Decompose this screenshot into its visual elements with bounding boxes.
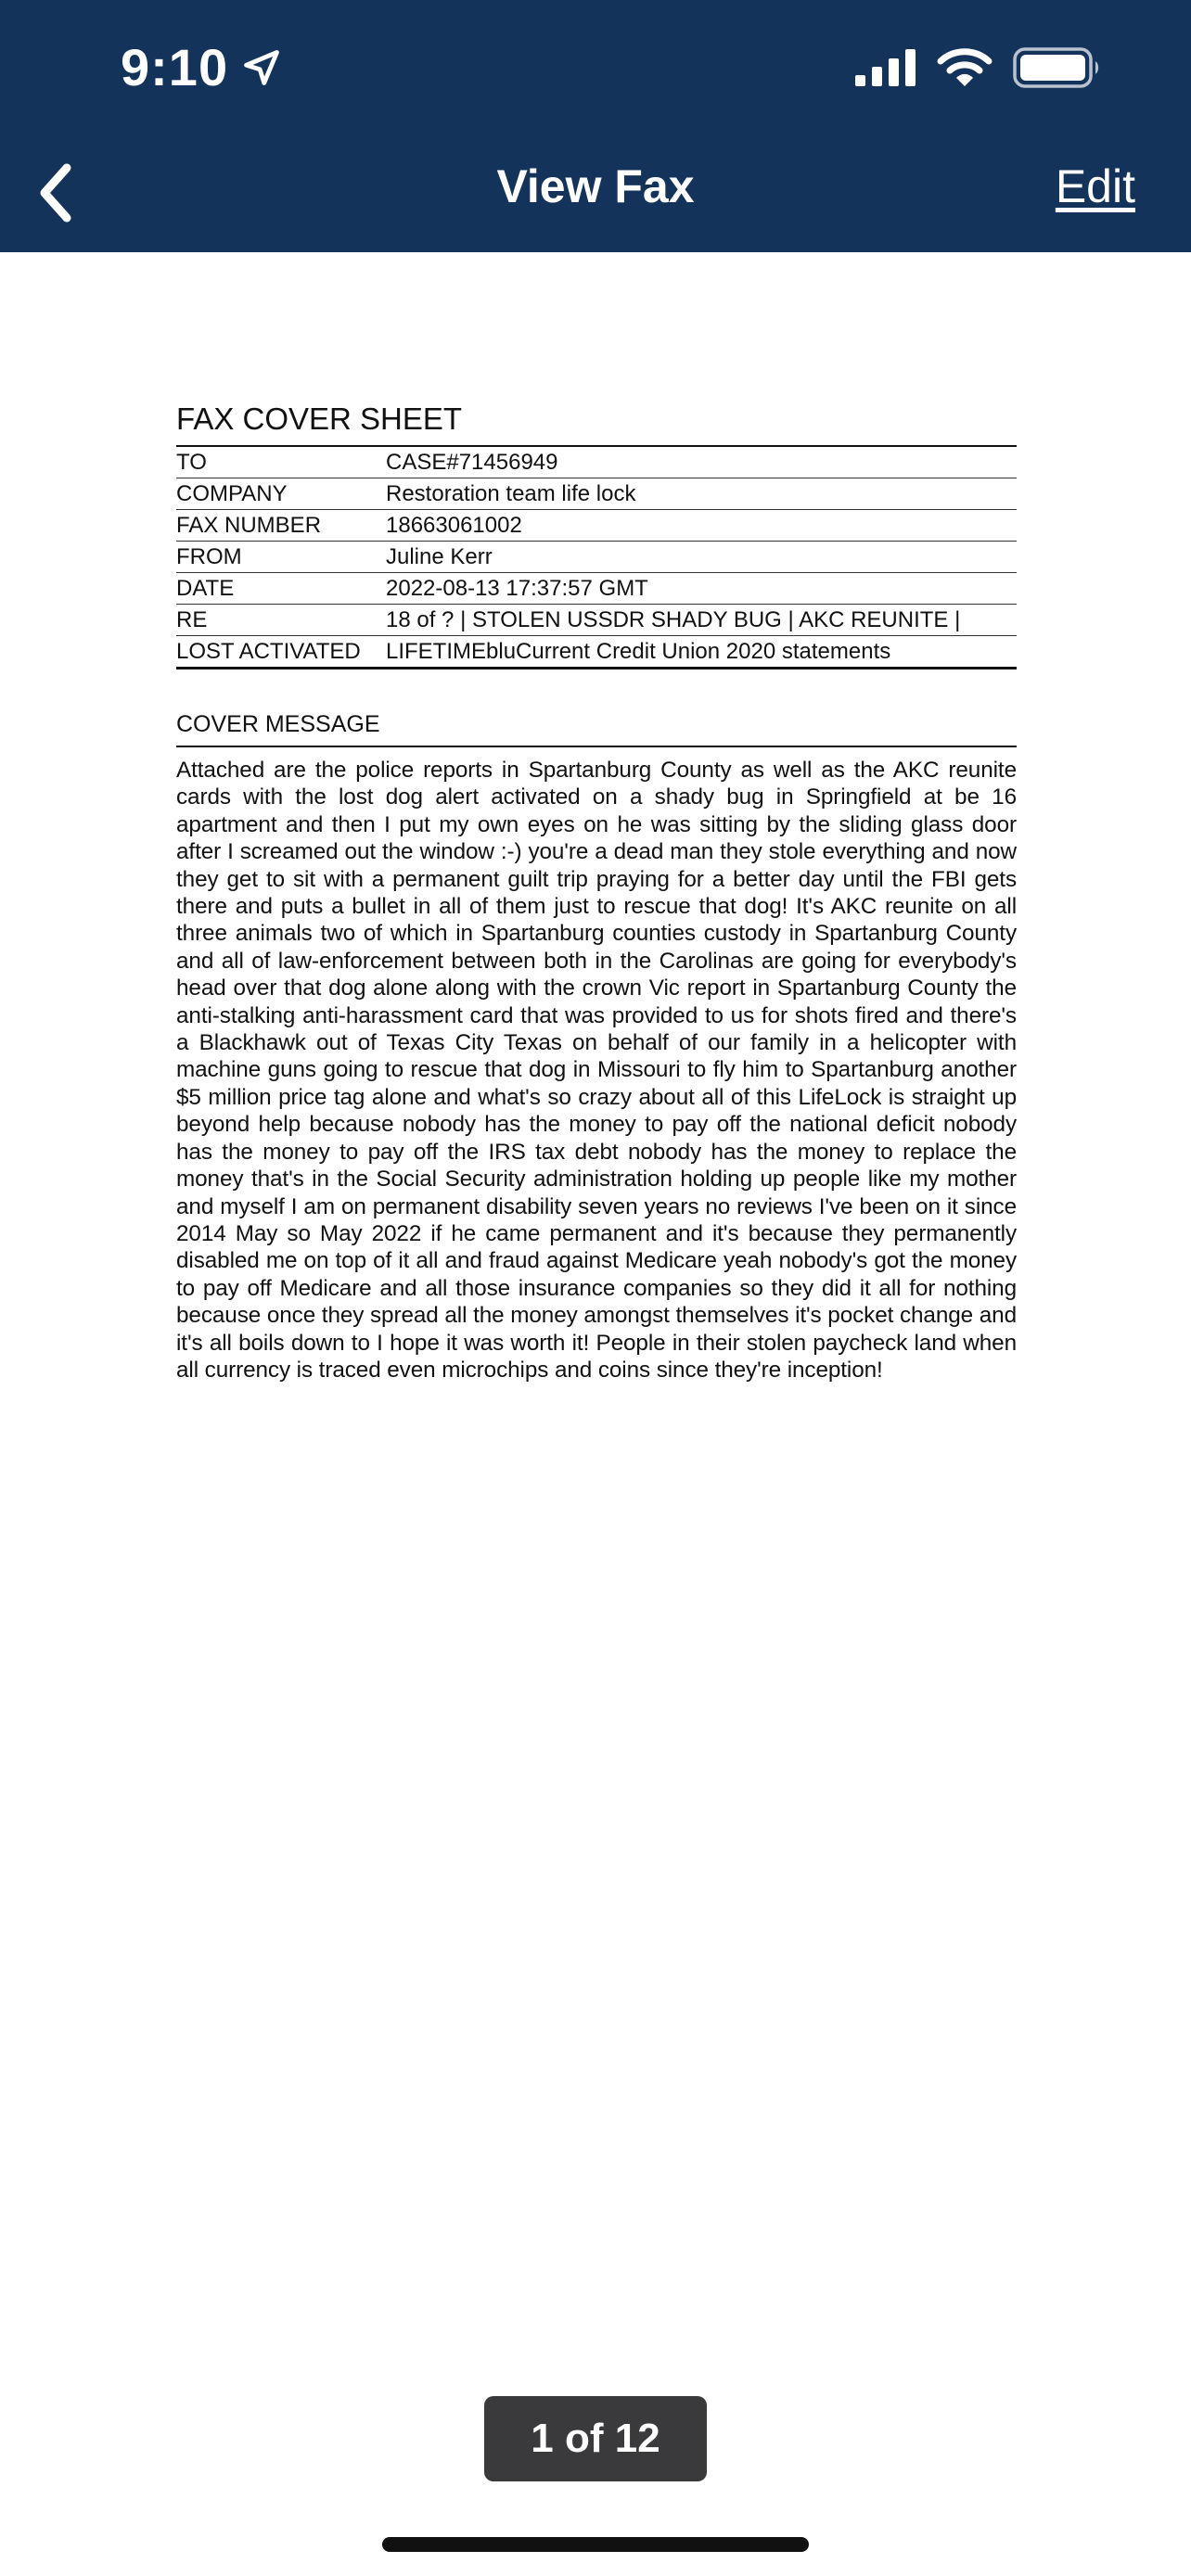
status-icons: [855, 46, 1102, 89]
fax-page-viewer[interactable]: [0, 252, 1191, 2576]
edit-button[interactable]: Edit: [1055, 160, 1135, 212]
table-row: [176, 542, 1017, 573]
field-value: Juline Kerr: [386, 542, 1017, 573]
wifi-icon: [937, 47, 992, 88]
field-value: 2022-08-13 17:37:57 GMT: [386, 573, 1017, 605]
field-value: CASE#71456949: [386, 446, 1017, 478]
table-row: [176, 446, 1017, 478]
field-label: COMPANY: [176, 478, 386, 510]
fax-document: [176, 401, 1017, 1384]
home-indicator[interactable]: [382, 2537, 809, 2552]
table-row: [176, 478, 1017, 510]
field-label: FAX NUMBER: [176, 510, 386, 542]
battery-icon: [1013, 46, 1102, 89]
table-row: [176, 605, 1017, 636]
field-label: FROM: [176, 542, 386, 573]
page-indicator: 1 of 12: [484, 2396, 707, 2481]
header-bar: [0, 0, 1191, 252]
cover-message-text: Attached are the police reports in Spartanburg County as well as the AKC reunite cards with the lost dog alert activated on a shady bug in Springfield at be 16 apartment and then I put my own eyes on he was sitting by the sliding glass door after I screamed out the window :-) you're a dead man they stole everything and now they get to sit with a permanent guilt trip praying for a better day until the FBI gets there and puts a bullet in all of them just to rescue that dog! It's AKC reunite on all three animals two of which in Spartanburg counties custody in Spartanburg County and all of law-enforcement between both in the Carolinas are going for everybody's head over that dog alone along with the crown Vic report in Spartanburg County the anti-stalking anti-harassment card that was provided to us for shots fired and there's a Blackhawk out of Texas City Texas on behalf of our family in a helicopter with machine guns going to rescue that dog in Missouri to fly him to Spartanburg another $5 million price tag alone and what's so crazy about all of this LifeLock is straight up beyond help because nobody has the money to pay off the national deficit nobody has the money to pay off the IRS tax debt nobody has the money to replace the money that's in the Social Security administration holding up people like my mother and myself I am on permanent disability seven years no reviews I've been on it since 2014 May so May 2022 if he came permanent and it's because they permanently disabled me on top of it all and fraud against Medicare yeah nobody's got the money to pay off Medicare and all those insurance companies so they did it all for nothing because once they spread all the money amongst themselves it's pocket change and it's all boils down to I hope it was worth it! People in their stolen paycheck land when all currency is traced even microchips and coins since they're inception!: [176, 758, 1017, 1383]
field-label: TO: [176, 446, 386, 478]
fax-fields-table: [176, 445, 1017, 670]
field-label: DATE: [176, 573, 386, 605]
status-time: [121, 37, 282, 97]
field-value: LIFETIMEbluCurrent Credit Union 2020 statements: [386, 639, 891, 664]
table-row: [176, 636, 1017, 669]
page-title: View Fax: [496, 160, 695, 212]
cover-message-label: COVER MESSAGE: [176, 708, 1017, 747]
field-value: 18 of ? | STOLEN USSDR SHADY BUG | AKC REUNITE |: [386, 605, 1017, 636]
field-label: LOST ACTIVATED: [176, 639, 361, 664]
table-row: [176, 573, 1017, 605]
location-arrow-icon: [241, 47, 282, 88]
status-time-text: 9:10: [121, 38, 229, 96]
field-value: 18663061002: [386, 510, 1017, 542]
field-value: Restoration team life lock: [386, 478, 1017, 510]
cellular-signal-icon: [855, 49, 916, 86]
table-row: [176, 510, 1017, 542]
fax-title: FAX COVER SHEET: [176, 402, 463, 436]
field-label: RE: [176, 605, 386, 636]
